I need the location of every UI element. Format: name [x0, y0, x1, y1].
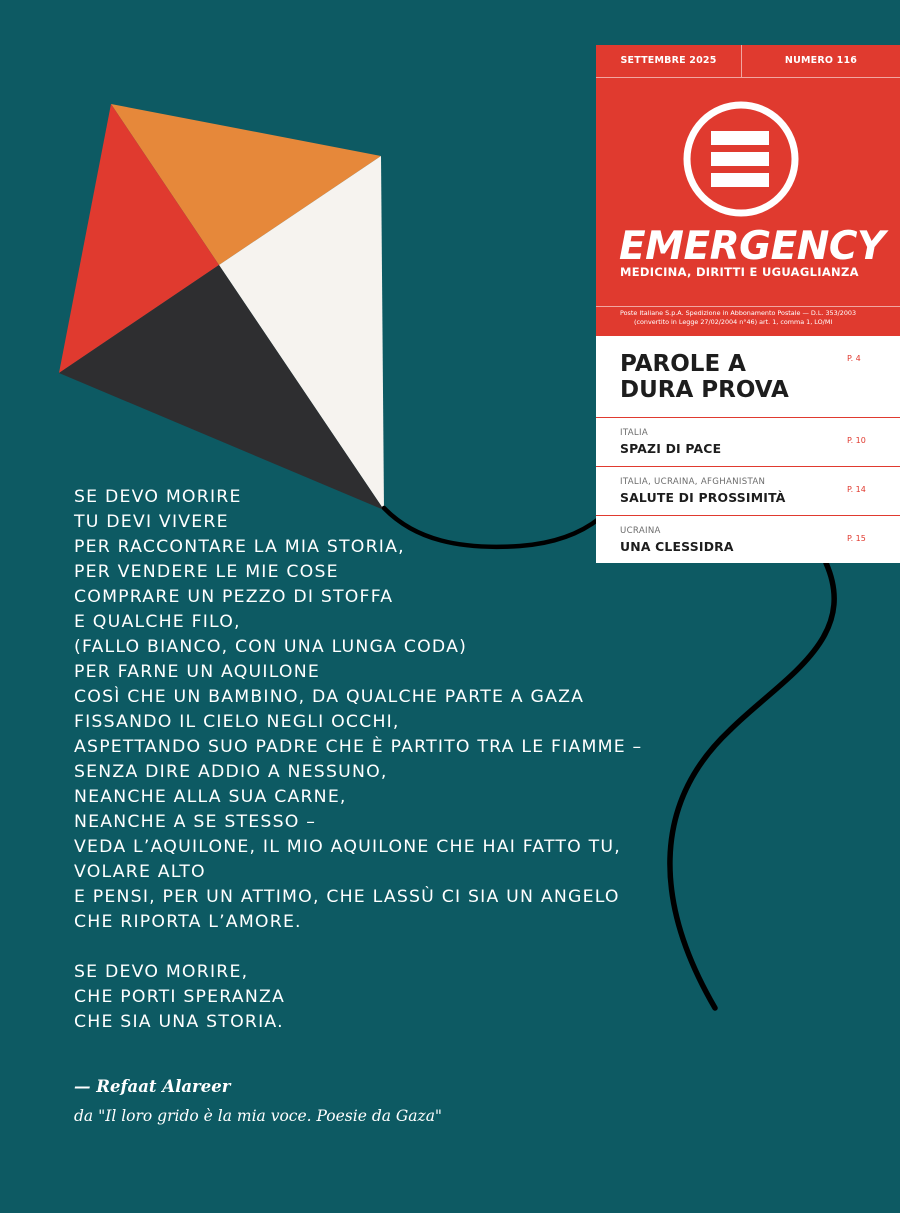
toc-title: SALUTE DI PROSSIMITÀ	[620, 490, 786, 505]
cover-story-title: PAROLE A DURA PROVA	[620, 351, 789, 403]
issue-number: NUMERO 116	[784, 55, 858, 66]
poem-line: E QUALCHE FILO,	[74, 612, 241, 632]
poem-line: E PENSI, PER UN ATTIMO, CHE LASSÙ CI SIA UN ANGELO	[74, 887, 620, 907]
toc-item[interactable]	[596, 417, 900, 466]
postal-notice	[620, 309, 890, 327]
poem-source: da "Il loro grido è la mia voce. Poesie da Gaza"	[74, 1107, 443, 1125]
toc-category: ITALIA, UCRAINA, AFGHANISTAN	[620, 477, 766, 487]
brand-tagline: MEDICINA, DIRITTI E UGUAGLIANZA	[620, 265, 859, 279]
toc-page: P. 10	[847, 436, 866, 445]
poem-line: COMPRARE UN PEZZO DI STOFFA	[74, 587, 394, 607]
poem-line: PER VENDERE LE MIE COSE	[74, 562, 339, 582]
poem-line: ASPETTANDO SUO PADRE CHE È PARTITO TRA LE FIAMME –	[74, 737, 643, 757]
emergency-e-logo-icon	[681, 99, 801, 219]
toc-category: ITALIA	[620, 428, 648, 438]
toc-page: P. 14	[847, 485, 866, 494]
issue-date: SETTEMBRE 2025	[620, 55, 717, 66]
poem-line: SE DEVO MORIRE,	[74, 962, 249, 982]
poem-line: CHE SIA UNA STORIA.	[74, 1012, 284, 1032]
poem-line: NEANCHE ALLA SUA CARNE,	[74, 787, 347, 807]
postal-notice-line-1: Poste Italiane S.p.A. Spedizione in Abbonamento Postale — D.L. 353/2003	[620, 309, 857, 317]
poem	[74, 485, 674, 1035]
issue-bar	[596, 45, 900, 78]
poem-line: PER RACCONTARE LA MIA STORIA,	[74, 537, 405, 557]
masthead-header	[596, 45, 900, 336]
toc-page: P. 15	[847, 534, 866, 543]
kite-string-tail	[670, 563, 834, 1008]
poem-line: CHE RIPORTA L’AMORE.	[74, 912, 302, 932]
poem-line: VOLARE ALTO	[74, 862, 206, 882]
poem-line: SE DEVO MORIRE	[74, 487, 242, 507]
brand-name: EMERGENCY	[619, 224, 885, 269]
toc-category: UCRAINA	[620, 526, 661, 536]
poem-line: SENZA DIRE ADDIO A NESSUNO,	[74, 762, 388, 782]
masthead-divider	[596, 306, 900, 307]
poem-line: CHE PORTI SPERANZA	[74, 987, 286, 1007]
poem-author: — Refaat Alareer	[74, 1077, 231, 1096]
toc-title: SPAZI DI PACE	[620, 441, 722, 456]
poem-line: PER FARNE UN AQUILONE	[74, 662, 320, 682]
poem-line: COSÌ CHE UN BAMBINO, DA QUALCHE PARTE A GAZA	[74, 687, 585, 707]
poem-line: VEDA L’AQUILONE, IL MIO AQUILONE CHE HAI FATTO TU,	[74, 837, 621, 857]
cover-story[interactable]	[596, 336, 900, 417]
poem-line: (FALLO BIANCO, CON UNA LUNGA CODA)	[74, 637, 468, 657]
toc-title: UNA CLESSIDRA	[620, 539, 734, 554]
poem-line: FISSANDO IL CIELO NEGLI OCCHI,	[74, 712, 400, 732]
stanza-break	[74, 935, 674, 960]
poem-line: NEANCHE A SE STESSO –	[74, 812, 317, 832]
cover-story-page: P. 4	[847, 354, 861, 363]
poem-line: TU DEVI VIVERE	[74, 512, 229, 532]
postal-notice-line-2: (convertito in Legge 27/02/2004 n°46) art. 1, comma 1, LO/MI	[634, 318, 833, 326]
